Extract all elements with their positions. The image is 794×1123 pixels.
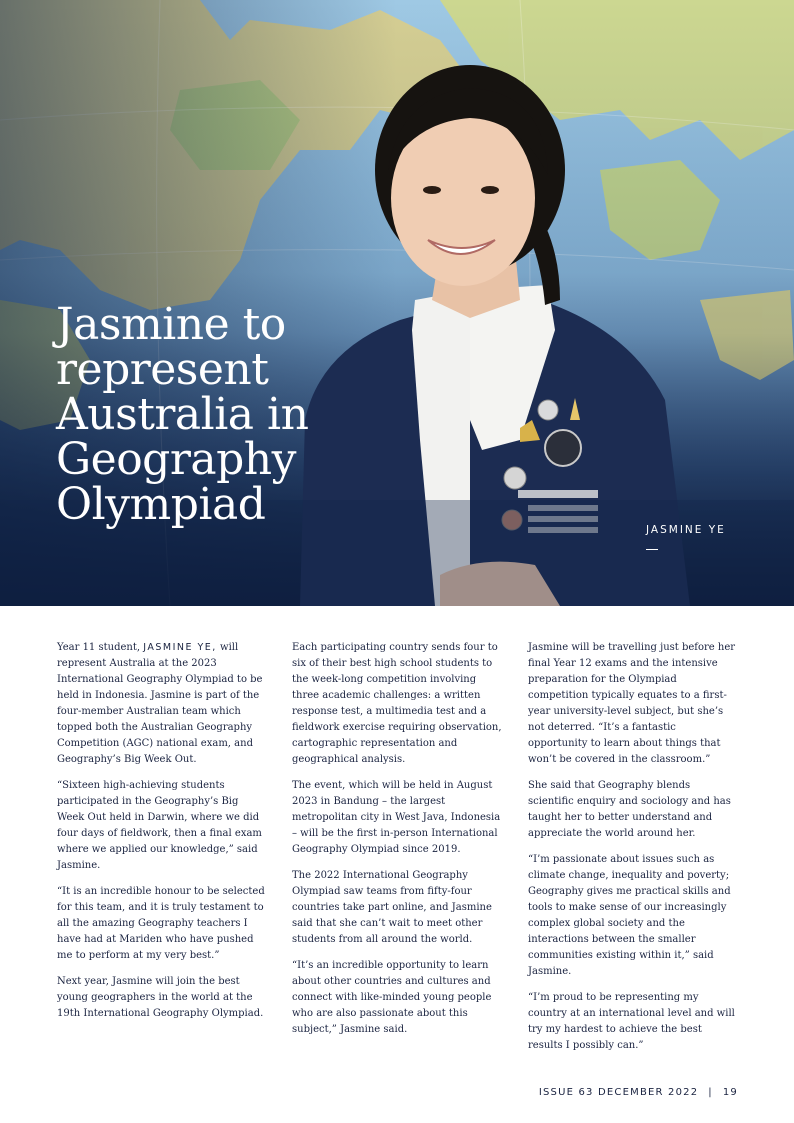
paragraph: Jasmine will be travelling just before her final Year 12 exams and the intensive preparation for the Olympiad competition typically equates to a first-year university-level subject, but she’s not deterred. “It’s a fantastic opportunity to learn about things that won’t be covered in the classroom.” — [528, 642, 736, 765]
paragraph — [57, 640, 267, 768]
caption-rule — [646, 549, 658, 550]
footer-separator: | — [708, 1087, 713, 1098]
page-footer — [539, 1087, 738, 1098]
paragraph-intro-rest: will represent Australia at the 2023 International Geography Olympiad to be held in Indonesia. Jasmine is part of the four-member Australian team which topped both the Australian Geography Competition (AGC) national exam, and Geography’s Big Week Out. — [57, 642, 263, 765]
student-name: JASMINE YE, — [143, 642, 217, 653]
paragraph: “Sixteen high-achieving students participated in the Geography’s Big Week Out held in Darwin, where we did four days of fieldwork, then a final exam where we applied our knowledge,” said Jasmine. — [57, 780, 262, 871]
paragraph: Each participating country sends four to six of their best high school students to the week-long competition involving three academic challenges: a written response test, a multimedia test and a fieldwork exercise requiring observation, cartographic representation and geographical analysis. — [292, 642, 502, 765]
paragraph: “I’m proud to be representing my country at an international level and will try my hardest to achieve the best results I possibly can.” — [528, 992, 735, 1051]
article-column-1 — [57, 640, 267, 1032]
article-column-3 — [528, 640, 738, 1064]
paragraph: Next year, Jasmine will join the best young geographers in the world at the 19th International Geography Olympiad. — [57, 976, 264, 1019]
issue-label: ISSUE 63 DECEMBER 2022 — [538, 1087, 699, 1098]
paragraph: She said that Geography blends scientific enquiry and sociology and has taught her to better understand and appreciate the world around her. — [528, 780, 731, 839]
article-column-2 — [292, 640, 502, 1048]
paragraph: “It’s an incredible opportunity to learn about other countries and cultures and connect with like-minded young people who are also passionate about this subject,” Jasmine said. — [292, 960, 492, 1035]
paragraph: “It is an incredible honour to be selected for this team, and it is truly testament to all the amazing Geography teachers I have had at Mariden who have pushed me to perform at my very best.” — [57, 886, 265, 961]
paragraph: “I’m passionate about issues such as climate change, inequality and poverty; Geography gives me practical skills and tools to make sense of our increasingly complex global society and the interactions between the smaller communities existing within it,” said Jasmine. — [528, 854, 731, 977]
paragraph: The event, which will be held in August 2023 in Bandung – the largest metropolitan city in West Java, Indonesia – will be the first in-person International Geography Olympiad since 2019. — [292, 780, 501, 855]
page-number: 19 — [722, 1087, 738, 1098]
photo-caption: JASMINE YE — [646, 524, 726, 536]
article-title: Jasmine to represent Australia in Geography Olympiad — [56, 299, 309, 530]
paragraph: The 2022 International Geography Olympiad saw teams from fifty-four countries take part online, and Jasmine said that she can’t wait to meet other students from all around the world. — [292, 870, 492, 945]
paragraph-intro: Year 11 student, — [57, 642, 144, 653]
